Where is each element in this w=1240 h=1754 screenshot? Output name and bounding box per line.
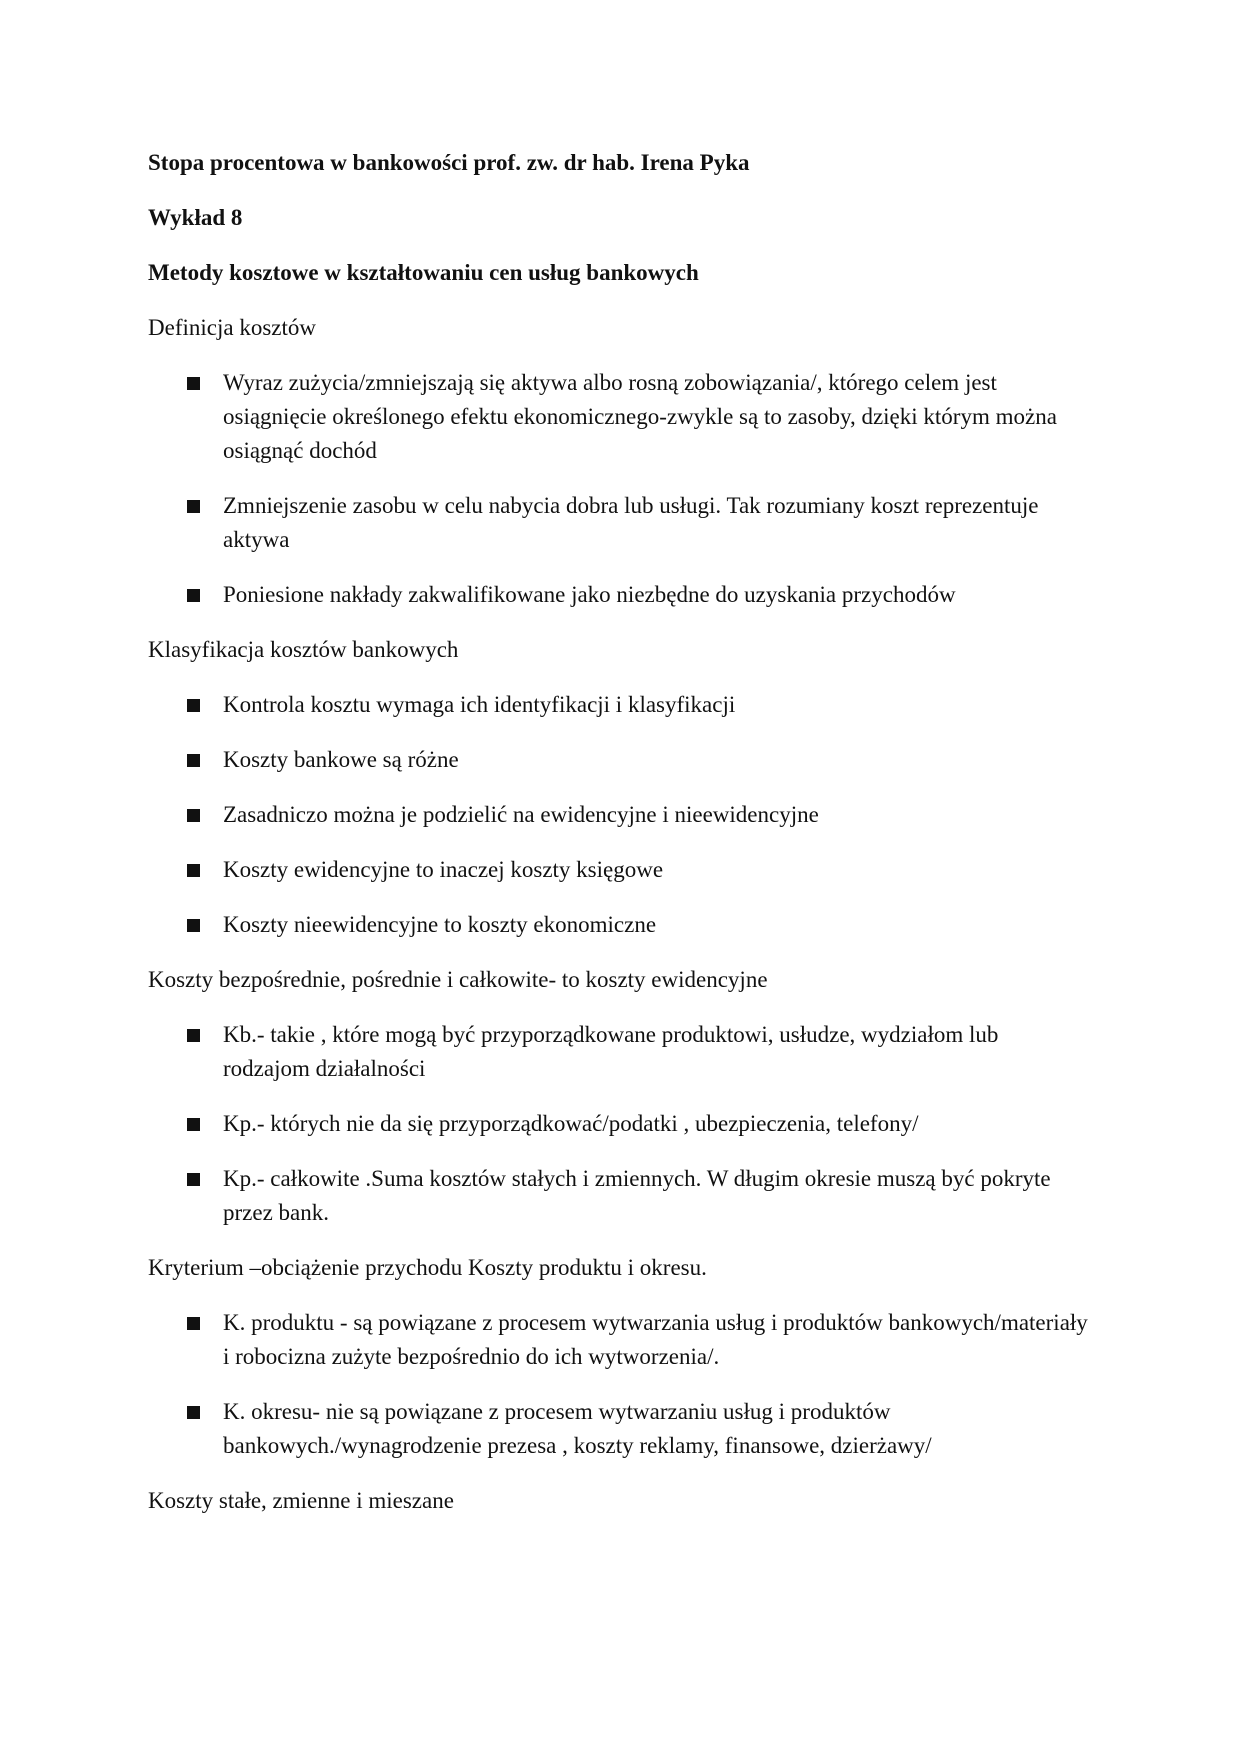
list-item <box>148 853 1088 887</box>
list-item-text: Koszty bankowe są różne <box>223 747 459 772</box>
square-bullet-icon <box>187 1029 200 1042</box>
list-item-text: Kp.- których nie da się przyporządkować/podatki , ubezpieczenia, telefony/ <box>223 1111 919 1136</box>
list-item <box>148 366 1088 468</box>
bullet-list-criterion <box>148 1306 1088 1463</box>
square-bullet-icon <box>187 377 200 390</box>
square-bullet-icon <box>187 1317 200 1330</box>
square-bullet-icon <box>187 754 200 767</box>
list-item <box>148 1107 1088 1141</box>
list-item-text: Zasadniczo można je podzielić na ewidencyjne i nieewidencyjne <box>223 802 819 827</box>
document-subtitle: Metody kosztowe w kształtowaniu cen usług bankowych <box>148 260 699 285</box>
list-item <box>148 1018 1088 1086</box>
list-item <box>148 743 1088 777</box>
square-bullet-icon <box>187 500 200 513</box>
list-item-text: Kontrola kosztu wymaga ich identyfikacji i klasyfikacji <box>223 692 736 717</box>
lecture-number: Wykład 8 <box>148 205 243 230</box>
list-item-text: Koszty ewidencyjne to inaczej koszty księgowe <box>223 857 664 882</box>
list-item <box>148 798 1088 832</box>
square-bullet-icon <box>187 809 200 822</box>
list-item <box>148 578 1088 612</box>
square-bullet-icon <box>187 864 200 877</box>
list-item-text: Zmniejszenie zasobu w celu nabycia dobra lub usługi. Tak rozumiany koszt reprezentuje aktywa <box>223 493 1039 552</box>
square-bullet-icon <box>187 699 200 712</box>
bullet-list-definition <box>148 366 1088 612</box>
list-item <box>148 688 1088 722</box>
square-bullet-icon <box>187 1173 200 1186</box>
square-bullet-icon <box>187 1406 200 1419</box>
section-heading-definition: Definicja kosztów <box>148 315 316 340</box>
list-item-text: Kp.- całkowite .Suma kosztów stałych i zmiennych. W długim okresie muszą być pokryte przez bank. <box>223 1166 1051 1225</box>
document-page <box>148 146 1088 1539</box>
bullet-list-classification <box>148 688 1088 942</box>
list-item-text: Kb.- takie , które mogą być przyporządkowane produktowi, usłudze, wydziałom lub rodzajom działalności <box>223 1022 999 1081</box>
square-bullet-icon <box>187 1118 200 1131</box>
section-heading-fixed-variable: Koszty stałe, zmienne i mieszane <box>148 1488 454 1513</box>
list-item <box>148 908 1088 942</box>
section-heading-direct-indirect: Koszty bezpośrednie, pośrednie i całkowite- to koszty ewidencyjne <box>148 967 768 992</box>
section-heading-classification: Klasyfikacja kosztów bankowych <box>148 637 459 662</box>
list-item-text: K. produktu - są powiązane z procesem wytwarzania usług i produktów bankowych/materiały i robocizna zużyte bezpośrednio do ich wytworzenia/. <box>223 1310 1088 1369</box>
section-heading-criterion: Kryterium –obciążenie przychodu Koszty produktu i okresu. <box>148 1255 707 1280</box>
bullet-list-direct-indirect <box>148 1018 1088 1230</box>
square-bullet-icon <box>187 589 200 602</box>
list-item-text: K. okresu- nie są powiązane z procesem wytwarzaniu usług i produktów bankowych./wynagrodzenie prezesa , koszty reklamy, finansowe, dzierżawy/ <box>223 1399 932 1458</box>
list-item-text: Poniesione nakłady zakwalifikowane jako niezbędne do uzyskania przychodów <box>223 582 956 607</box>
list-item-text: Koszty nieewidencyjne to koszty ekonomiczne <box>223 912 657 937</box>
list-item <box>148 489 1088 557</box>
square-bullet-icon <box>187 919 200 932</box>
list-item <box>148 1395 1088 1463</box>
list-item <box>148 1306 1088 1374</box>
document-title: Stopa procentowa w bankowości prof. zw. dr hab. Irena Pyka <box>148 150 750 175</box>
list-item-text: Wyraz zużycia/zmniejszają się aktywa albo rosną zobowiązania/, którego celem jest osiągnięcie określonego efektu ekonomicznego-zwykle są to zasoby, dzięki którym można osiągnąć dochód <box>223 370 1057 463</box>
list-item <box>148 1162 1088 1230</box>
